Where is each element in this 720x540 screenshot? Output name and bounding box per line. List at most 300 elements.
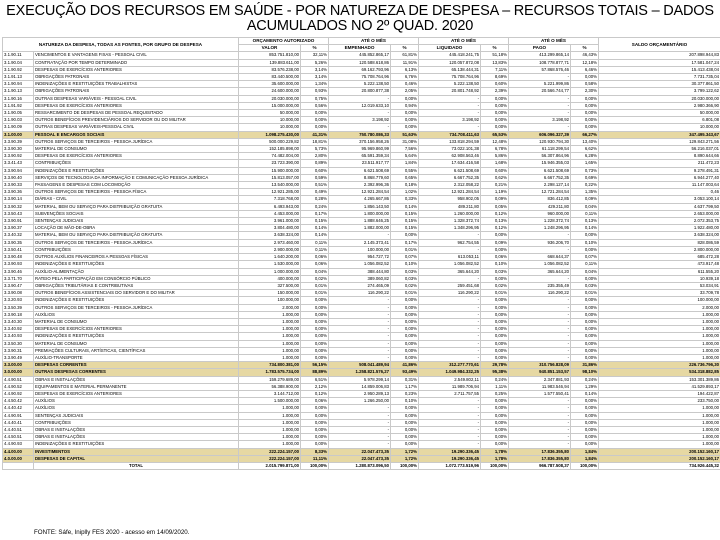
cell-pct-liquidado: 0,10% (481, 261, 509, 268)
cell-code: 3.3.90.94 (3, 167, 34, 174)
cell-saldo: 211.472,23 (599, 160, 720, 167)
cell-pago: 1.577.550,41 (509, 390, 571, 397)
cell-saldo: 53.034,91 (599, 282, 720, 289)
cell-pct-liquidado: 1,78% (481, 455, 509, 462)
cell-saldo: 20.030.000,00 (599, 95, 720, 102)
subtotal-row (3, 362, 720, 369)
cell-pct-pago: 0,00% (571, 297, 599, 304)
cell-pct-empenhado: 1,17% (391, 383, 419, 390)
cell-empenhado: - (329, 304, 391, 311)
cell-pct-valor: 0,75% (301, 95, 329, 102)
cell-liquidado: - (419, 318, 481, 325)
cell-pct-empenhado: 100,00% (391, 462, 419, 469)
cell-valor: 35.600.000,00 (239, 81, 301, 88)
cell-description: RESSARCIMENTO DE DESPESAS DE PESSOAL REQUISITADO (34, 110, 239, 117)
cell-pago: 966.787.508,37 (509, 462, 571, 469)
table-row (3, 347, 720, 354)
cell-pago: - (509, 419, 571, 426)
table-row (3, 167, 720, 174)
cell-saldo: 1.000,00 (599, 326, 720, 333)
cell-saldo: 15.413.438,04 (599, 66, 720, 73)
cell-liquidado: - (419, 419, 481, 426)
cell-pct-pago: 0,00% (571, 398, 599, 405)
table-row (3, 275, 720, 282)
cell-pct-empenhado: 0,03% (391, 275, 419, 282)
cell-pct-empenhado: 41,86% (391, 362, 419, 369)
table-row (3, 160, 720, 167)
cell-pct-valor: 5,73% (301, 146, 329, 153)
cell-liquidado: - (419, 434, 481, 441)
cell-pago: 936.206,70 (509, 239, 571, 246)
cell-saldo: 3.053.100,14 (599, 196, 720, 203)
cell-pct-valor: 0,02% (301, 275, 329, 282)
cell-description: AUXÍLIOS (34, 398, 239, 405)
cell-pct-empenhado: 0,65% (391, 174, 419, 181)
table-row (3, 59, 720, 66)
cell-liquidado: - (419, 102, 481, 109)
cell-pct-pago: 0,24% (571, 376, 599, 383)
cell-pct-liquidado: 0,00% (481, 441, 509, 448)
cell-valor: 10.000,00 (239, 117, 301, 124)
table-row (3, 146, 720, 153)
cell-pct-pago: 0,00% (571, 434, 599, 441)
cell-code: 3.3.50.30 (3, 340, 34, 347)
cell-empenhado: - (329, 326, 391, 333)
cell-pct-pago: 1,84% (571, 455, 599, 462)
table-row (3, 340, 720, 347)
cell-valor: 10.000,00 (239, 124, 301, 131)
cell-saldo: 3.638.324,00 (599, 232, 720, 239)
cell-pct-empenhado: 0,00% (391, 412, 419, 419)
cell-valor: 2.000,00 (239, 304, 301, 311)
cell-pago: 2.298.127,14 (509, 182, 571, 189)
cell-pct-liquidado: 0,21% (481, 182, 509, 189)
cell-pct-valor: 0,51% (301, 182, 329, 189)
cell-pct-pago: 0,09% (571, 196, 599, 203)
cell-saldo: 2.000,00 (599, 304, 720, 311)
cell-code: 3.3.90.14 (3, 196, 34, 203)
cell-empenhado: 75.708.764,96 (329, 74, 391, 81)
cell-pct-liquidado: 0,00% (481, 304, 509, 311)
cell-empenhado: 100.000,00 (329, 246, 391, 253)
cell-pago: - (509, 110, 571, 117)
cell-liquidado: 19.290.336,45 (419, 448, 481, 455)
table-row (3, 239, 720, 246)
table-row (3, 52, 720, 59)
cell-pct-liquidado: 0,00% (481, 333, 509, 340)
cell-empenhado: 116.290,22 (329, 290, 391, 297)
cell-liquidado: 489.211,80 (419, 203, 481, 210)
header-ate-o-mes-pago: ATÉ O MÊS (509, 38, 599, 45)
cell-liquidado: 120.057.872,08 (419, 59, 481, 66)
cell-pct-valor: 0,00% (301, 110, 329, 117)
cell-code: 3.3.90.32 (3, 203, 34, 210)
cell-empenhado: - (329, 354, 391, 361)
cell-valor: 1.000,00 (239, 311, 301, 318)
cell-liquidado: - (419, 347, 481, 354)
table-row (3, 297, 720, 304)
cell-description: OBRIGAÇÕES TRIBUTÁRIAS E CONTRIBUTIVAS (34, 282, 239, 289)
cell-liquidado: 1.328.372,74 (419, 218, 481, 225)
cell-pago: - (509, 398, 571, 405)
cell-pago: - (509, 405, 571, 412)
cell-description: AUXÍLIO-ALIMENTAÇÃO (34, 268, 239, 275)
cell-code: 4.0.00.00 (3, 455, 34, 462)
cell-pct-pago: 0,00% (571, 74, 599, 81)
cell-description: MATERIAL DE CONSUMO (34, 318, 239, 325)
cell-liquidado: - (419, 405, 481, 412)
cell-code: 3.3.40.92 (3, 326, 34, 333)
source-footnote: FONTE: Sáfe, Iniplly FES 2020 - acesso em 14/09/2020. (34, 529, 190, 536)
cell-description: OBRIGAÇÕES PATRONAIS (34, 74, 239, 81)
cell-code: 3.1.00.00 (3, 131, 34, 138)
cell-code: 3.1.90.94 (3, 81, 34, 88)
cell-liquidado: 1.348.296,95 (419, 225, 481, 232)
cell-code: 3.0.00.00 (3, 369, 34, 376)
cell-empenhado: 1.800.000,00 (329, 210, 391, 217)
cell-pct-pago: 0,00% (571, 354, 599, 361)
cell-code: 4.4.50.42 (3, 398, 34, 405)
table-row (3, 304, 720, 311)
cell-liquidado: 133.818.294,59 (419, 138, 481, 145)
cell-code: 3.3.90.92 (3, 153, 34, 160)
cell-pct-valor: 0,00% (301, 326, 329, 333)
cell-liquidado: - (419, 412, 481, 419)
cell-pct-empenhado: 0,00% (391, 110, 419, 117)
cell-valor: 12.921.285,00 (239, 189, 301, 196)
cell-saldo: 17.581.047,24 (599, 59, 720, 66)
cell-liquidado: - (419, 110, 481, 117)
cell-valor: 1.783.575.734,00 (239, 369, 301, 376)
cell-pago: 365.644,20 (509, 268, 571, 275)
cell-pct-liquidado: 95,38% (481, 369, 509, 376)
cell-pct-valor: 0,11% (301, 239, 329, 246)
cell-empenhado: 1.266.250,00 (329, 398, 391, 405)
cell-pct-pago: 0,00% (571, 419, 599, 426)
cell-pct-liquidado: 0,62% (481, 174, 509, 181)
cell-empenhado: - (329, 110, 391, 117)
cell-saldo: 100.000,00 (599, 297, 720, 304)
cell-code: 3.3.90.46 (3, 268, 34, 275)
table-row (3, 290, 720, 297)
cell-valor: 1.500.000,00 (239, 398, 301, 405)
cell-pct-empenhado: 0,14% (391, 203, 419, 210)
cell-pct-pago: 0,00% (571, 333, 599, 340)
cell-empenhado: 750.780.086,33 (329, 131, 391, 138)
cell-pct-pago: 0,01% (571, 290, 599, 297)
cell-valor: 1.640.200,00 (239, 254, 301, 261)
cell-description: LOCAÇÃO DE MÃO-DE-OBRA (34, 225, 239, 232)
cell-description: INDENIZAÇÕES E RESTITUIÇÕES TRABALHISTAS (34, 81, 239, 88)
cell-valor: 15.813.057,00 (239, 174, 301, 181)
cell-pago: 108.778.877,71 (509, 59, 571, 66)
cell-liquidado: 12.921.284,54 (419, 189, 481, 196)
cell-saldo: 1.000,00 (599, 318, 720, 325)
cell-description: CONTRIBUIÇÕES (34, 246, 239, 253)
cell-saldo: 10.939,18 (599, 275, 720, 282)
table-row (3, 419, 720, 426)
cell-pct-liquidado: 1,78% (481, 448, 509, 455)
cell-saldo: 226.736.796,30 (599, 362, 720, 369)
cell-empenhado: 1.888.646,25 (329, 218, 391, 225)
cell-description: OUTRAS DESPESAS VARIÁVEIS-PESSOAL CIVIL (34, 124, 239, 131)
cell-pct-liquidado: 0,12% (481, 225, 509, 232)
cell-code: 4.4.90.91 (3, 412, 34, 419)
header-orcamento: ORÇAMENTO AUTORIZADO (239, 38, 329, 45)
cell-code: 3.3.50.43 (3, 210, 34, 217)
table-row (3, 254, 720, 261)
cell-pct-valor: 18,81% (301, 138, 329, 145)
cell-code: 3.1.90.92 (3, 66, 34, 73)
cell-code: 4.4.40.41 (3, 419, 34, 426)
cell-liquidado: - (419, 340, 481, 347)
cell-pct-valor: 1,34% (301, 81, 329, 88)
cell-pago: - (509, 434, 571, 441)
cell-empenhado: 445.852.865,17 (329, 52, 391, 59)
cell-pct-pago: 0,00% (571, 95, 599, 102)
cell-empenhado: 3.198,92 (329, 117, 391, 124)
cell-saldo: 3.799.122,62 (599, 88, 720, 95)
cell-code: 3.3.90.93 (3, 261, 34, 268)
table-row (3, 74, 720, 81)
header-pct: % (301, 45, 329, 52)
cell-code: 3.3.50.41 (3, 246, 34, 253)
cell-pct-valor: 0,00% (301, 412, 329, 419)
cell-pct-pago: 0,14% (571, 390, 599, 397)
cell-pct-empenhado: 0,10% (391, 261, 419, 268)
cell-pct-valor: 88,89% (301, 369, 329, 376)
cell-empenhado: - (329, 318, 391, 325)
cell-code: 3.1.91.92 (3, 102, 34, 109)
cell-pct-valor: 0,00% (301, 419, 329, 426)
cell-pct-pago: 0,03% (571, 282, 599, 289)
cell-liquidado: 73.022.101,38 (419, 146, 481, 153)
cell-description: SUBVENÇÕES SOCIAIS (34, 210, 239, 217)
table-row (3, 210, 720, 217)
cell-pct-empenhado: 0,15% (391, 218, 419, 225)
table-row (3, 203, 720, 210)
cell-code: 3.1.90.03 (3, 117, 34, 124)
cell-pct-valor: 0,00% (301, 318, 329, 325)
cell-pct-liquidado: 0,12% (481, 210, 509, 217)
cell-pct-empenhado: 0,00% (391, 441, 419, 448)
cell-pago: 6.621.508,69 (509, 167, 571, 174)
header-saldo: SALDO ORÇAMENTÁRIO (599, 38, 720, 52)
cell-liquidado: 1.056.082,52 (419, 261, 481, 268)
cell-valor: 1.000,00 (239, 354, 301, 361)
cell-liquidado: 962.754,55 (419, 239, 481, 246)
cell-liquidado: 11.989.706,94 (419, 383, 481, 390)
cell-pct-empenhado: 0,07% (391, 254, 419, 261)
cell-description: CONTRIBUIÇÕES (34, 160, 239, 167)
cell-saldo: 7.731.735,04 (599, 74, 720, 81)
cell-valor: 20.030.000,00 (239, 95, 301, 102)
cell-empenhado: - (329, 419, 391, 426)
cell-description: OUTROS SERVIÇOS DE TERCEIROS - PESSOA FÍSICA (34, 189, 239, 196)
cell-pct-pago: 0,00% (571, 246, 599, 253)
cell-valor: 1.000,00 (239, 412, 301, 419)
cell-code: 3.1.90.16 (3, 95, 34, 102)
cell-valor: 222.224.157,00 (239, 455, 301, 462)
table-row (3, 124, 720, 131)
cell-pct-pago: 0,00% (571, 347, 599, 354)
cell-valor: 1.000,00 (239, 333, 301, 340)
header-pct: % (481, 45, 509, 52)
cell-pct-liquidado: 6,78% (481, 146, 509, 153)
cell-pct-empenhado: 0,33% (391, 196, 419, 203)
table-row (3, 182, 720, 189)
cell-pago: - (509, 74, 571, 81)
cell-saldo: 2.980.366,90 (599, 102, 720, 109)
cell-code: 4.4.40.42 (3, 405, 34, 412)
cell-pct-pago: 6,46% (571, 66, 599, 73)
subtotal-row (3, 369, 720, 376)
cell-liquidado: 734.708.411,63 (419, 131, 481, 138)
cell-pct-pago: 0,58% (571, 81, 599, 88)
cell-pct-pago: 0,73% (571, 167, 599, 174)
cell-pct-liquidado: 12,48% (481, 138, 509, 145)
cell-valor: 1.000,00 (239, 434, 301, 441)
cell-liquidado: 2.312.058,22 (419, 182, 481, 189)
cell-pct-liquidado: 0,00% (481, 95, 509, 102)
cell-liquidado: 1.260.000,00 (419, 210, 481, 217)
cell-valor: 23.723.390,00 (239, 160, 301, 167)
cell-empenhado: 1.856.143,50 (329, 203, 391, 210)
cell-pct-empenhado: 0,00% (391, 297, 419, 304)
cell-liquidado: 6.621.508,69 (419, 167, 481, 174)
cell-empenhado: 12.921.284,54 (329, 189, 391, 196)
cell-pct-empenhado: 6,76% (391, 74, 419, 81)
cell-empenhado: 1.056.082,52 (329, 261, 391, 268)
table-row (3, 434, 720, 441)
cell-saldo: 233.750,00 (599, 398, 720, 405)
cell-pct-empenhado: 0,23% (391, 390, 419, 397)
cell-liquidado: 65.138.444,31 (419, 66, 481, 73)
cell-liquidado: - (419, 297, 481, 304)
cell-empenhado: 14.859.006,83 (329, 383, 391, 390)
table-row (3, 66, 720, 73)
cell-valor: 4.453.000,00 (239, 210, 301, 217)
cell-valor: 152.185.898,00 (239, 146, 301, 153)
table-body (3, 52, 720, 470)
cell-pct-pago: 0,00% (571, 318, 599, 325)
cell-pct-valor: 0,17% (301, 210, 329, 217)
cell-code: 3.3.40.32 (3, 232, 34, 239)
cell-description: MATERIAL DE CONSUMO (34, 146, 239, 153)
cell-pago: 960.000,00 (509, 210, 571, 217)
table-row (3, 218, 720, 225)
cell-pct-empenhado: 0,02% (391, 282, 419, 289)
cell-saldo: 347.495.343,67 (599, 131, 720, 138)
cell-saldo: 1.000,00 (599, 311, 720, 318)
cell-pago: - (509, 326, 571, 333)
cell-code: 3.3.90.33 (3, 182, 34, 189)
cell-description: DESPESAS DE CAPITAL (34, 455, 239, 462)
cell-saldo: 207.898.944,83 (599, 52, 720, 59)
cell-pct-empenhado: 0,94% (391, 102, 419, 109)
cell-description: INDENIZAÇÕES E RESTITUIÇÕES (34, 167, 239, 174)
cell-pago: 17.836.355,80 (509, 448, 571, 455)
page-title (0, 0, 720, 32)
cell-empenhado: 2.392.996,36 (329, 182, 391, 189)
cell-pct-liquidado: 1,68% (481, 160, 509, 167)
cell-pct-empenhado: 93,49% (391, 369, 419, 376)
cell-pct-empenhado: 1,72% (391, 455, 419, 462)
cell-pct-liquidado: 0,05% (481, 203, 509, 210)
cell-pct-valor: 0,89% (301, 160, 329, 167)
cell-empenhado: 1.280.873.096,50 (329, 462, 391, 469)
cell-liquidado: - (419, 246, 481, 253)
cell-pct-liquidado: 51,18% (481, 52, 509, 59)
cell-valor: 139.883.611,00 (239, 59, 301, 66)
table-row (3, 354, 720, 361)
header-pct: % (391, 45, 419, 52)
cell-pct-valor: 0,01% (301, 290, 329, 297)
cell-pct-pago: 0,00% (571, 340, 599, 347)
cell-pago: 668.644,37 (509, 254, 571, 261)
cell-description: DESPESAS DE EXERCÍCIOS ANTERIORES (34, 153, 239, 160)
cell-pago: 56.307.864,96 (509, 153, 571, 160)
cell-pago: - (509, 232, 571, 239)
cell-empenhado: - (329, 297, 391, 304)
table-row (3, 376, 720, 383)
table-row (3, 441, 720, 448)
cell-empenhado: 6.621.508,69 (329, 167, 391, 174)
cell-pct-pago: 0,00% (571, 110, 599, 117)
cell-empenhado: 4.265.667,86 (329, 196, 391, 203)
table-row (3, 153, 720, 160)
cell-pct-empenhado: 0,17% (391, 239, 419, 246)
cell-saldo: 50.000,00 (599, 110, 720, 117)
cell-saldo: 2.653.000,00 (599, 210, 720, 217)
cell-liquidado: - (419, 398, 481, 405)
cell-liquidado: 17.634.416,58 (419, 160, 481, 167)
cell-description: INDENIZAÇÕES E RESTITUIÇÕES (34, 441, 239, 448)
table-row (3, 110, 720, 117)
table-row (3, 138, 720, 145)
cell-saldo: 6.801,08 (599, 117, 720, 124)
cell-valor: 500.000.229,82 (239, 138, 301, 145)
cell-code: 3.1.90.11 (3, 52, 34, 59)
cell-pct-empenhado: 0,03% (391, 268, 419, 275)
cell-saldo: 1.000,00 (599, 347, 720, 354)
cell-pct-empenhado: 0,00% (391, 117, 419, 124)
table-row (3, 398, 720, 405)
cell-valor: 734.800.381,00 (239, 362, 301, 369)
cell-pct-valor: 0,93% (301, 88, 329, 95)
cell-pct-valor: 0,11% (301, 246, 329, 253)
cell-pago: - (509, 275, 571, 282)
cell-pct-valor: 0,28% (301, 196, 329, 203)
cell-liquidado: 2.549.802,11 (419, 376, 481, 383)
cell-pct-valor: 41,31% (301, 131, 329, 138)
table-row (3, 318, 720, 325)
cell-saldo: 194.422,87 (599, 390, 720, 397)
cell-code: 4.4.40.51 (3, 426, 34, 433)
cell-description: OBRAS E INSTALAÇÕES (34, 426, 239, 433)
cell-pago: 836.412,85 (509, 196, 571, 203)
cell-pct-pago: 6,62% (571, 146, 599, 153)
cell-pct-empenhado: 0,00% (391, 124, 419, 131)
cell-code: 3.3.40.30 (3, 318, 34, 325)
cell-pago: 12.721.284,54 (509, 189, 571, 196)
cell-pago: - (509, 95, 571, 102)
cell-empenhado: - (329, 412, 391, 419)
cell-code: 3.3.50.39 (3, 304, 34, 311)
cell-valor: 100.000,00 (239, 297, 301, 304)
cell-valor: 1.000,00 (239, 318, 301, 325)
cell-pct-liquidado: 5,86% (481, 153, 509, 160)
